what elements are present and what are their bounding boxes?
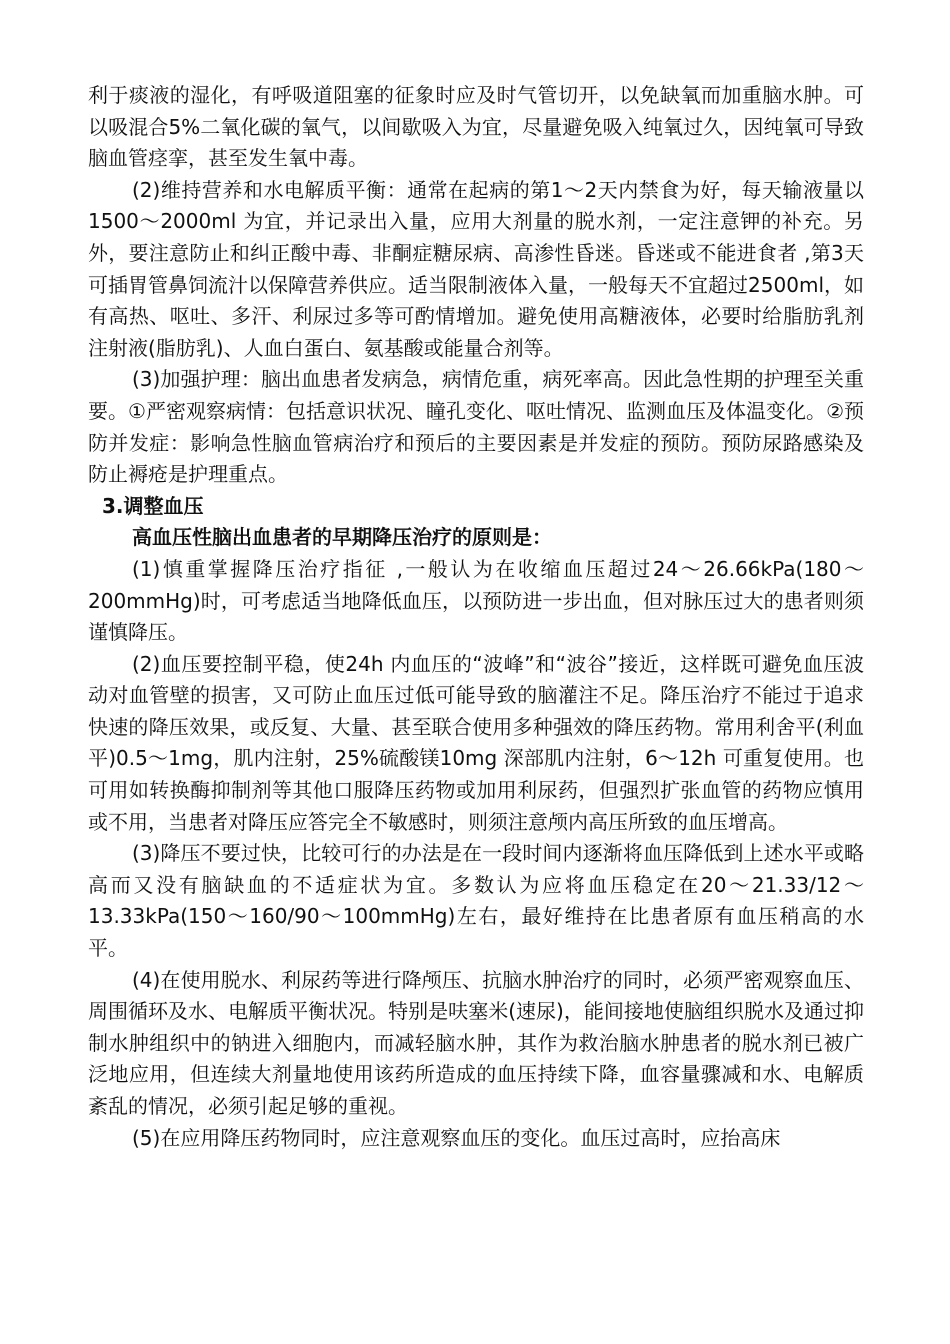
- paragraph-principle-4: (4)在使用脱水、利尿药等进行降颅压、抗脑水肿治疗的同时，必须严密观察血压、周围循环及水、电解质平衡状况。特别是呋塞米(速尿)，能间接地使脑组织脱水及通过抑制水肿组织中的钠进入细胞内，而减轻脑水肿，其作为救治脑水肿患者的脱水剂已被广泛地应用，但连续大剂量地使用该药所造成的血压持续下降，血容量骤减和水、电解质紊乱的情况，必须引起足够的重视。: [88, 967, 864, 1118]
- principles-lead: 高血压性脑出血患者的早期降压治疗的原则是：: [132, 525, 552, 550]
- paragraph-principle-3: (3)降压不要过快，比较可行的办法是在一段时间内逐渐将血压降低到上述水平或略高而又没有脑缺血的不适症状为宜。多数认为应将血压稳定在20～21.33/12～13.33kPa(150～160/90～100mmHg)左右，最好维持在比患者原有血压稍高的水平。: [88, 841, 864, 961]
- paragraph-nursing: (3)加强护理：脑出血患者发病急，病情危重，病死率高。因此急性期的护理至关重要。①严密观察病情：包括意识状况、瞳孔变化、呕吐情况、监测血压及体温变化。②预防并发症：影响急性脑血管病治疗和预后的主要因素是并发症的预防。预防尿路感染及防止褥疮是护理重点。: [88, 367, 864, 487]
- paragraph-nutrition-electrolytes: (2)维持营养和水电解质平衡：通常在起病的第1～2天内禁食为好，每天输液量以1500～2000ml 为宜，并记录出入量，应用大剂量的脱水剂，一定注意钾的补充。另外，要注意防止和纠正酸中毒、非酮症糖尿病、高渗性昏迷。昏迷或不能进食者 ,第3天可插胃管鼻饲流汁以保障营养供应。适当限制液体入量，一般每天不宜超过2500ml，如有高热、呕吐、多汗、利尿过多等可酌情增加。避免使用高糖液体，必要时给脂肪乳剂注射液(脂肪乳)、人血白蛋白、氨基酸或能量合剂等。: [88, 177, 864, 360]
- paragraph-oxygen-care: 利于痰液的湿化，有呼吸道阻塞的征象时应及时气管切开，以免缺氧而加重脑水肿。可以吸混合5%二氧化碳的氧气，以间歇吸入为宜，尽量避免吸入纯氧过久，因纯氧可导致脑血管痉挛，甚至发生氧中毒。: [88, 83, 864, 171]
- paragraph-principle-2: (2)血压要控制平稳，使24h 内血压的“波峰”和“波谷”接近，这样既可避免血压波动对血管壁的损害，又可防止血压过低可能导致的脑灌注不足。降压治疗不能过于追求快速的降压效果，或反复、大量、甚至联合使用多种强效的降压药物。常用利舍平(利血平)0.5～1mg，肌内注射，25%硫酸镁10mg 深部肌内注射，6～12h 可重复使用。也可用如转换酶抑制剂等其他口服降压药物或加用利尿药，但强烈扩张血管的药物应慎用或不用，当患者对降压应答完全不敏感时，则须注意颅内高压所致的血压增高。: [88, 651, 864, 834]
- document-page: [88, 80, 864, 1154]
- paragraph-principle-5: (5)在应用降压药物同时，应注意观察血压的变化。血压过高时，应抬高床: [132, 1125, 781, 1150]
- section-heading-blood-pressure: 3.调整血压: [102, 493, 204, 518]
- paragraph-principle-1: (1)慎重掌握降压治疗指征 ,一般认为在收缩血压超过24～26.66kPa(180～200mmHg)时，可考虑适当地降低血压，以预防进一步出血，但对脉压过大的患者则须谨慎降压。: [88, 556, 864, 645]
